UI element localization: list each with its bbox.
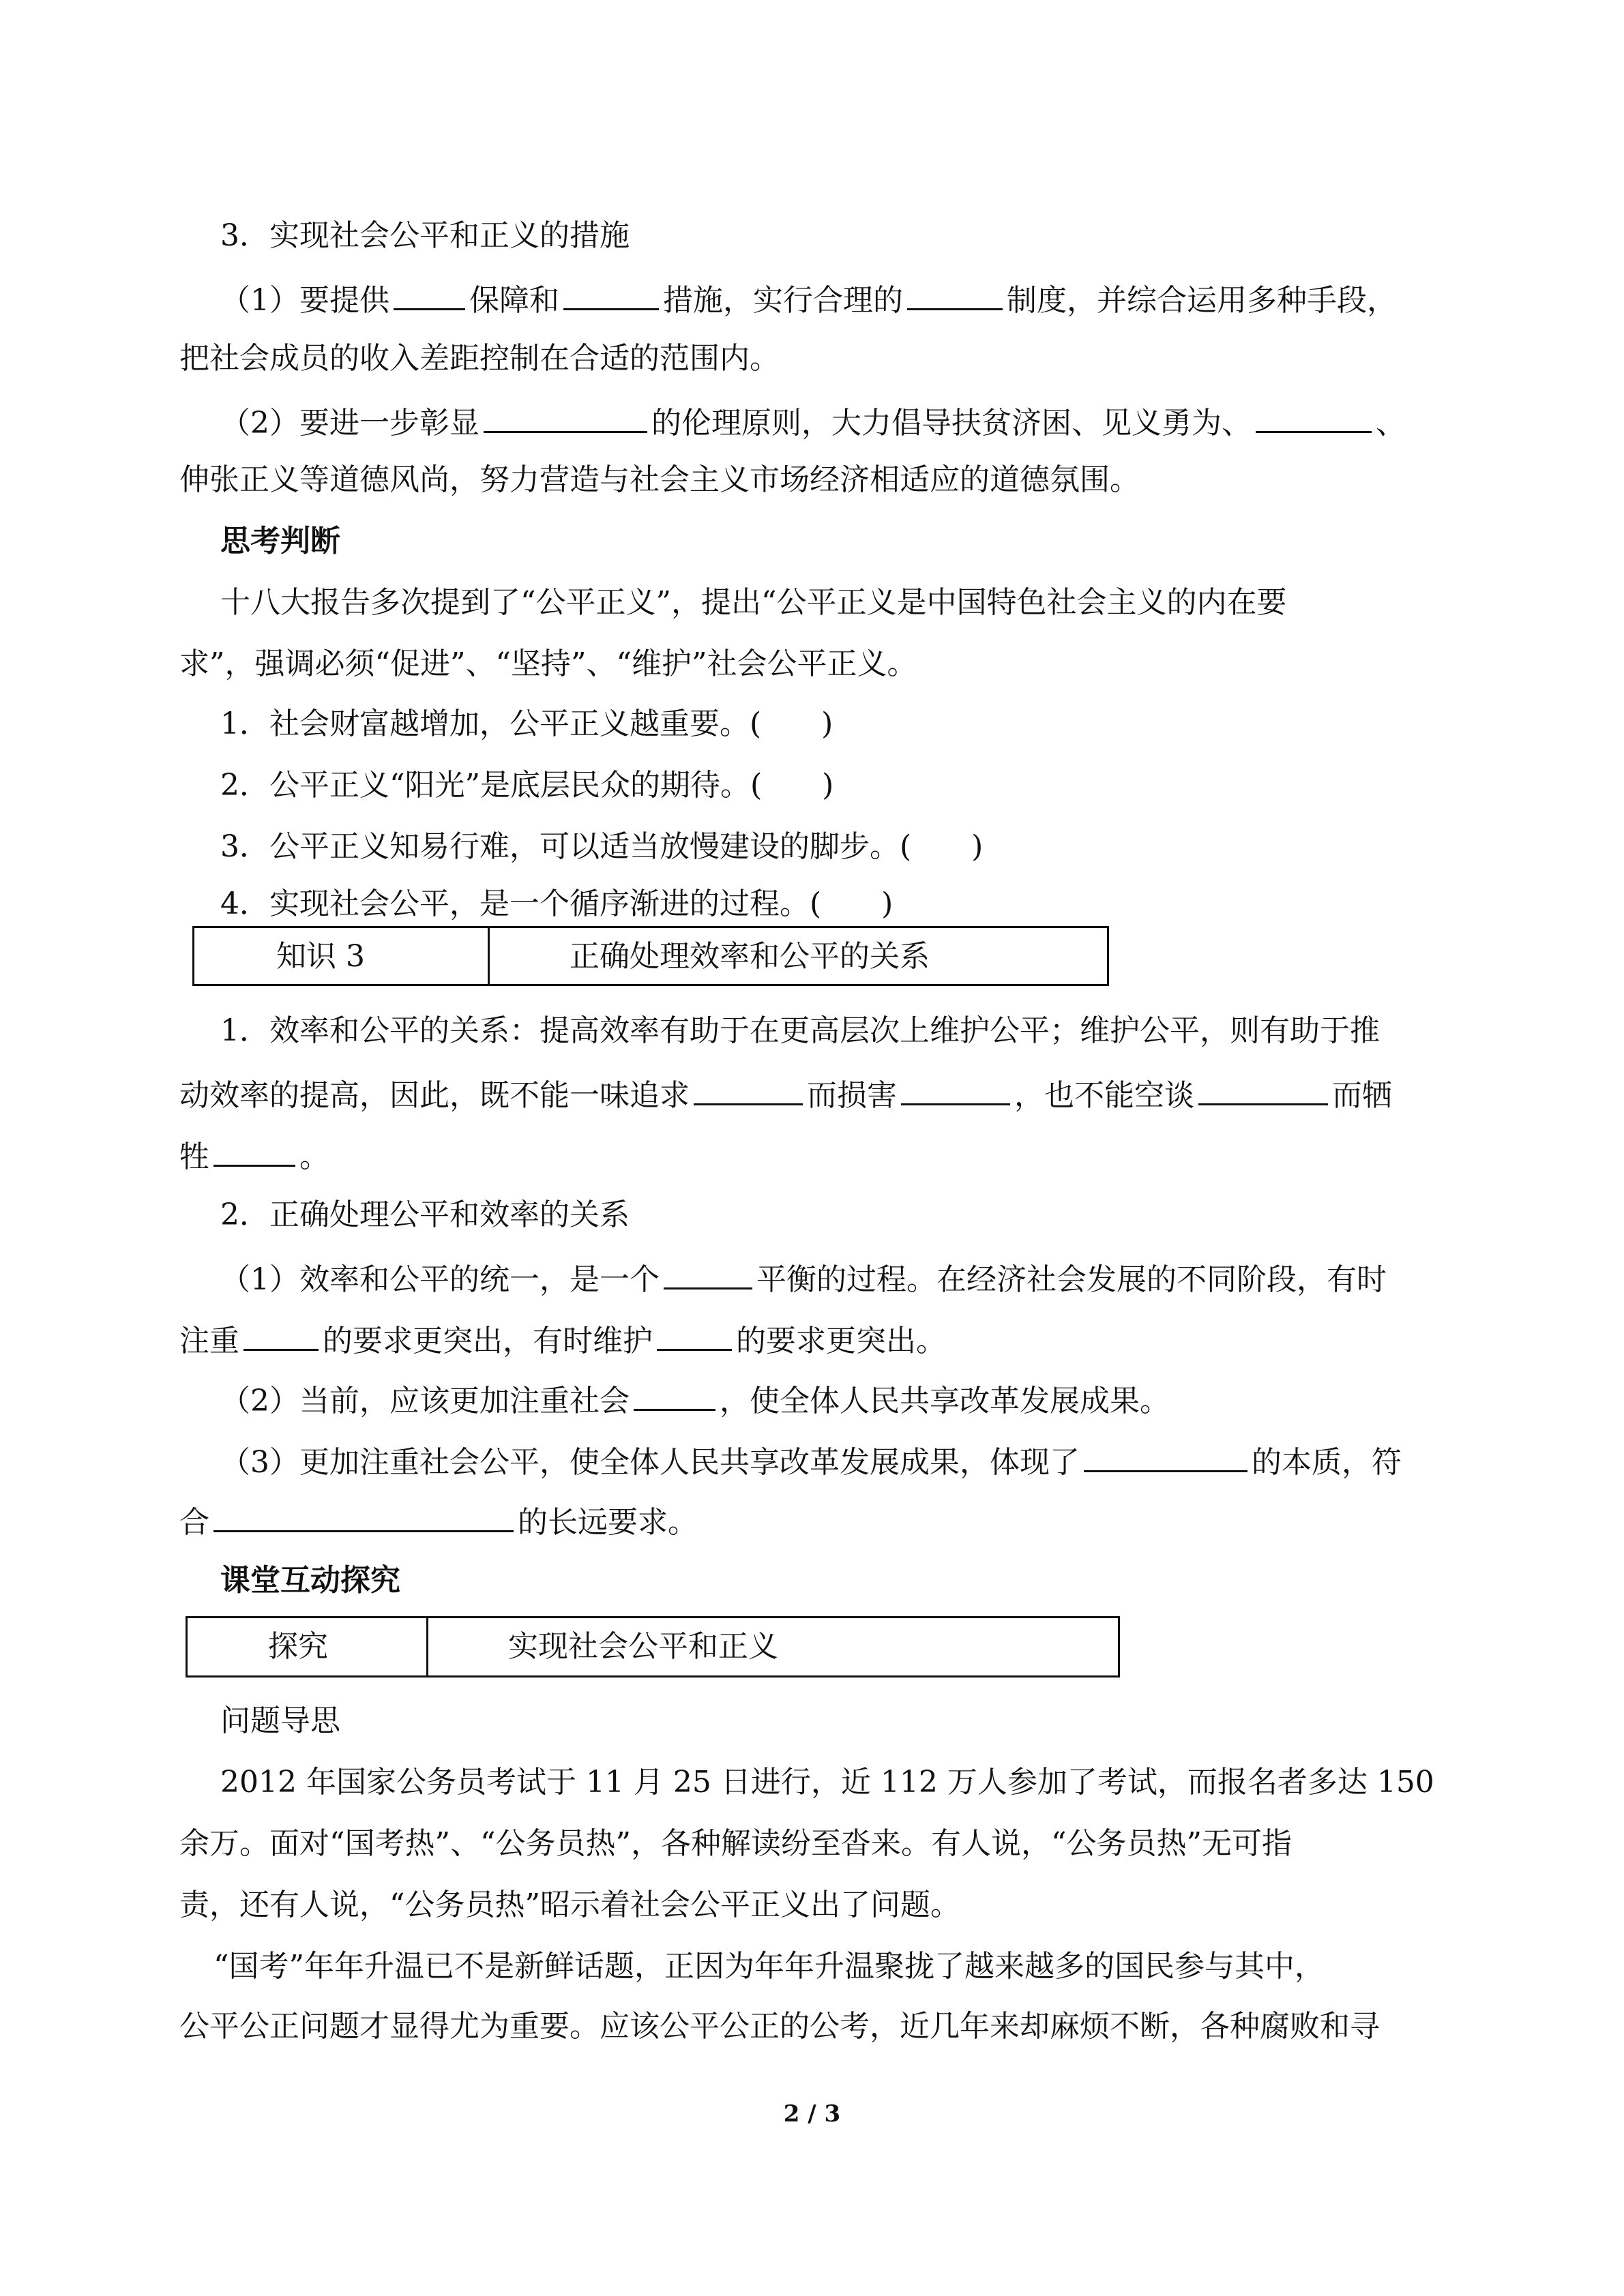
paragraph-line xyxy=(220,1257,1387,1299)
text: ，也不能空谈 xyxy=(1014,1078,1194,1113)
knowledge-label: 知识 3 xyxy=(276,939,365,974)
text: 措施，实行合理的 xyxy=(663,283,903,318)
paragraph-line xyxy=(179,1500,698,1542)
fill-blank[interactable] xyxy=(1084,1440,1247,1472)
explore-title: 实现社会公平和正义 xyxy=(508,1629,778,1664)
text: 而损害 xyxy=(807,1078,897,1113)
paragraph-line xyxy=(179,1319,946,1360)
paragraph-line: 2012 年国家公务员考试于 11 月 25 日进行，近 112 万人参加了考试，而报名者多达 150 xyxy=(220,1765,1434,1800)
paragraph-line: 十八大报告多次提到了“公平正义”，提出“公平正义是中国特色社会主义的内在要 xyxy=(220,585,1287,620)
paragraph-line: 求”，强调必须“促进”、“坚持”、“维护”社会公平正义。 xyxy=(179,646,917,681)
fill-blank[interactable] xyxy=(484,401,647,433)
paragraph-line: 公平公正问题才显得尤为重要。应该公平公正的公考，近几年来却麻烦不断，各种腐败和寻 xyxy=(179,2009,1380,2044)
text: 而牺 xyxy=(1332,1078,1392,1113)
text: ，使全体人民共享改革发展成果。 xyxy=(720,1384,1170,1418)
text: （1）效率和公平的统一，是一个 xyxy=(220,1262,660,1297)
judgement-question: 3．公平正义知易行难，可以适当放慢建设的脚步。( ) xyxy=(220,829,984,864)
text: 平衡的过程。在经济社会发展的不同阶段，有时 xyxy=(756,1262,1387,1297)
judgement-question: 4．实现社会公平，是一个循序渐进的过程。( ) xyxy=(220,886,894,921)
text: 的本质，符 xyxy=(1252,1445,1402,1480)
table-divider xyxy=(426,1618,428,1675)
fill-blank[interactable] xyxy=(1256,401,1372,433)
text: （3）更加注重社会公平，使全体人民共享改革发展成果，体现了 xyxy=(220,1445,1080,1480)
text: 的要求更突出。 xyxy=(736,1324,946,1358)
paragraph-line xyxy=(220,1440,1402,1482)
fill-blank[interactable] xyxy=(907,278,1003,310)
paragraph-line xyxy=(179,1135,329,1176)
paragraph-line: 余万。面对“国考热”、“公务员热”，各种解读纷至沓来。有人说，“公务员热”无可指 xyxy=(179,1826,1292,1861)
fill-blank[interactable] xyxy=(213,1500,514,1532)
section-heading: 3．实现社会公平和正义的措施 xyxy=(220,218,630,253)
paragraph-line xyxy=(220,1379,1170,1420)
text: 合 xyxy=(179,1505,209,1540)
paragraph-line xyxy=(220,401,1406,443)
text: （2）要进一步彰显 xyxy=(220,406,479,441)
text: （1）要提供 xyxy=(220,283,389,318)
fill-blank[interactable] xyxy=(901,1073,1010,1105)
text: 。 xyxy=(299,1139,329,1174)
judgement-question: 2．公平正义“阳光”是底层民众的期待。( ) xyxy=(220,768,834,803)
paragraph-line xyxy=(179,1073,1392,1115)
page-number: 2 / 3 xyxy=(783,2100,841,2128)
fill-blank[interactable] xyxy=(394,278,465,310)
knowledge-title: 正确处理效率和公平的关系 xyxy=(570,939,930,974)
explore-label: 探究 xyxy=(268,1629,328,1664)
text: 动效率的提高，因此，既不能一味追求 xyxy=(179,1078,690,1113)
judgement-question: 1．社会财富越增加，公平正义越重要。( ) xyxy=(220,706,833,741)
paragraph-line: 伸张正义等道德风尚，努力营造与社会主义市场经济相适应的道德氛围。 xyxy=(179,462,1140,497)
paragraph-line: 1．效率和公平的关系：提高效率有助于在更高层次上维护公平；维护公平，则有助于推 xyxy=(220,1013,1380,1048)
section-title: 课堂互动探究 xyxy=(220,1563,400,1598)
paragraph-line: “国考”年年升温已不是新鲜话题，正因为年年升温聚拢了越来越多的国民参与其中， xyxy=(213,1949,1325,1984)
fill-blank[interactable] xyxy=(563,278,659,310)
fill-blank[interactable] xyxy=(694,1073,803,1105)
table-divider xyxy=(488,928,490,984)
text: （2）当前，应该更加注重社会 xyxy=(220,1384,630,1418)
paragraph-line: 责，还有人说，“公务员热”昭示着社会公平正义出了问题。 xyxy=(179,1888,960,1922)
subsection-title: 问题导思 xyxy=(220,1703,340,1738)
fill-blank[interactable] xyxy=(213,1135,295,1167)
text: 注重 xyxy=(179,1324,239,1358)
explore-table xyxy=(186,1616,1120,1678)
fill-blank[interactable] xyxy=(634,1379,715,1411)
paragraph-line: 把社会成员的收入差距控制在合适的范围内。 xyxy=(179,341,780,376)
text: 保障和 xyxy=(469,283,559,318)
text: 的要求更突出，有时维护 xyxy=(323,1324,653,1358)
fill-blank[interactable] xyxy=(243,1319,319,1351)
paragraph-line xyxy=(220,278,1397,320)
fill-blank[interactable] xyxy=(657,1319,732,1351)
paragraph-line: 2．正确处理公平和效率的关系 xyxy=(220,1197,630,1232)
text: 制度，并综合运用多种手段， xyxy=(1007,283,1397,318)
knowledge-table xyxy=(192,926,1109,986)
section-title: 思考判断 xyxy=(220,524,340,558)
text: 牲 xyxy=(179,1139,209,1174)
text: 的长远要求。 xyxy=(518,1505,698,1540)
text: 的伦理原则，大力倡导扶贫济困、见义勇为、 xyxy=(651,406,1252,441)
fill-blank[interactable] xyxy=(664,1257,752,1289)
text: 、 xyxy=(1376,406,1406,441)
fill-blank[interactable] xyxy=(1198,1073,1328,1105)
